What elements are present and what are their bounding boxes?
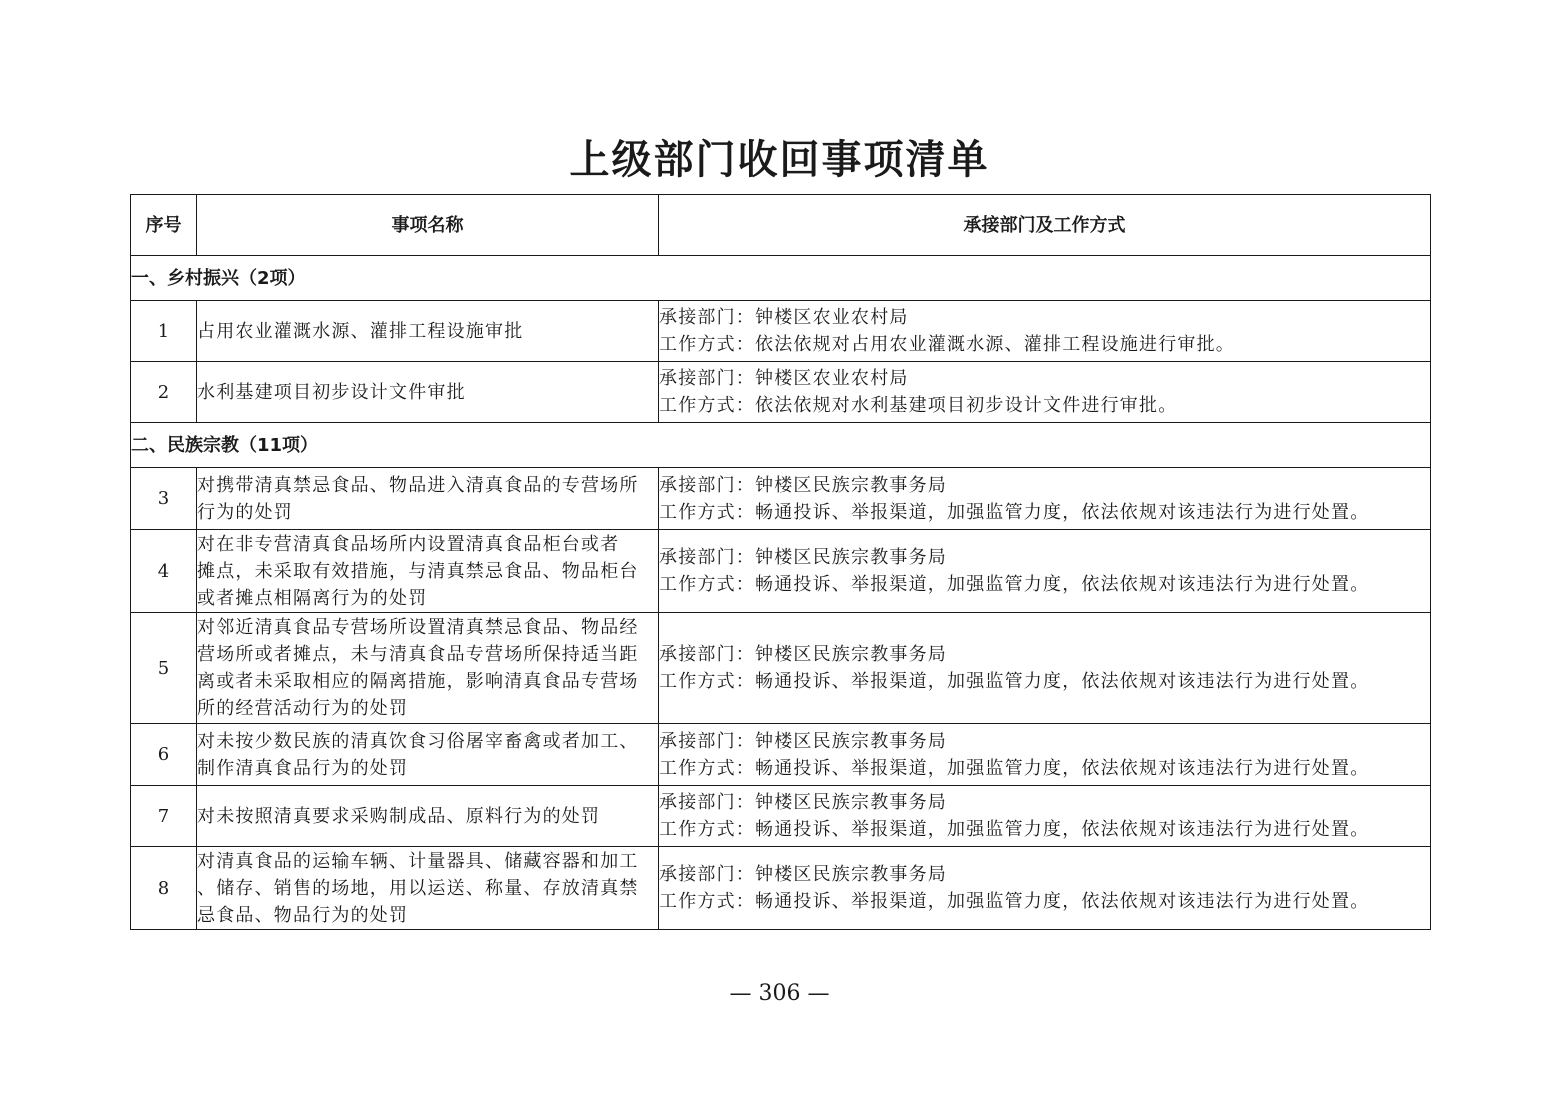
table-row <box>131 786 1431 847</box>
table-row <box>131 613 1431 724</box>
items-table <box>130 194 1431 930</box>
item-name-line: 行为的处罚 <box>197 501 293 523</box>
item-name-line: 制作清真食品行为的处罚 <box>197 757 409 779</box>
item-name-line: 所的经营活动行为的处罚 <box>197 698 409 719</box>
dept-and-method <box>659 613 1431 724</box>
item-name <box>197 847 659 930</box>
work-method: 工作方式：畅通投诉、举报渠道，加强监管力度，依法依规对该违法行为进行处置。 <box>659 891 1370 912</box>
row-number: 4 <box>131 530 197 613</box>
section-row <box>131 256 1431 301</box>
table-header-row <box>131 195 1431 256</box>
receiving-department: 承接部门：钟楼区民族宗教事务局 <box>659 792 947 813</box>
table-row <box>131 530 1431 613</box>
page-number: — 306 — <box>729 981 830 1006</box>
item-name-line: 对携带清真禁忌食品、物品进入清真食品的专营场所 <box>197 474 639 496</box>
section-label: 二、民族宗教（11项） <box>131 423 1431 468</box>
work-method: 工作方式：畅通投诉、举报渠道，加强监管力度，依法依规对该违法行为进行处置。 <box>659 671 1370 692</box>
dept-and-method <box>659 724 1431 786</box>
work-method: 工作方式：畅通投诉、举报渠道，加强监管力度，依法依规对该违法行为进行处置。 <box>659 757 1370 779</box>
item-name-line: 占用农业灌溉水源、灌排工程设施审批 <box>197 320 524 342</box>
row-number: 6 <box>131 724 197 786</box>
item-name <box>197 362 659 423</box>
item-name <box>197 613 659 724</box>
dept-and-method <box>659 301 1431 362</box>
item-name-line: 对在非专营清真食品场所内设置清真食品柜台或者 <box>197 533 620 555</box>
work-method: 工作方式：畅通投诉、举报渠道，加强监管力度，依法依规对该违法行为进行处置。 <box>659 501 1370 523</box>
receiving-department: 承接部门：钟楼区民族宗教事务局 <box>659 474 947 496</box>
item-name-line: 对未按少数民族的清真饮食习俗屠宰畜禽或者加工、 <box>197 730 639 752</box>
item-name-line: 忌食品、物品行为的处罚 <box>197 904 409 926</box>
item-name-line: 离或者未采取相应的隔离措施，影响清真食品专营场 <box>197 671 639 692</box>
dept-and-method <box>659 847 1431 930</box>
table-row <box>131 847 1431 930</box>
row-number: 7 <box>131 786 197 847</box>
work-method: 工作方式：畅通投诉、举报渠道，加强监管力度，依法依规对该违法行为进行处置。 <box>659 574 1370 595</box>
item-name-line: 或者摊点相隔离行为的处罚 <box>197 587 428 609</box>
table-row <box>131 468 1431 530</box>
table-row <box>131 301 1431 362</box>
item-name-line: 水利基建项目初步设计文件审批 <box>197 381 466 403</box>
work-method: 工作方式：依法依规对占用农业灌溉水源、灌排工程设施进行审批。 <box>659 334 1235 355</box>
header-dept: 承接部门及工作方式 <box>659 195 1431 256</box>
item-name-line: 对清真食品的运输车辆、计量器具、储藏容器和加工 <box>197 850 639 872</box>
row-number: 1 <box>131 301 197 362</box>
item-name <box>197 786 659 847</box>
row-number: 2 <box>131 362 197 423</box>
work-method: 工作方式：畅通投诉、举报渠道，加强监管力度，依法依规对该违法行为进行处置。 <box>659 819 1370 840</box>
receiving-department: 承接部门：钟楼区农业农村局 <box>659 307 909 328</box>
receiving-department: 承接部门：钟楼区民族宗教事务局 <box>659 547 947 568</box>
item-name <box>197 301 659 362</box>
receiving-department: 承接部门：钟楼区民族宗教事务局 <box>659 644 947 665</box>
item-name-line: 营场所或者摊点，未与清真食品专营场所保持适当距 <box>197 644 639 665</box>
table-row <box>131 724 1431 786</box>
receiving-department: 承接部门：钟楼区民族宗教事务局 <box>659 730 947 752</box>
row-number: 5 <box>131 613 197 724</box>
item-name-line: 、储存、销售的场地，用以运送、称量、存放清真禁 <box>197 877 639 899</box>
page-title: 上级部门收回事项清单 <box>569 136 990 183</box>
work-method: 工作方式：依法依规对水利基建项目初步设计文件进行审批。 <box>659 395 1178 416</box>
row-number: 3 <box>131 468 197 530</box>
item-name <box>197 724 659 786</box>
dept-and-method <box>659 786 1431 847</box>
item-name-line: 摊点，未采取有效措施，与清真禁忌食品、物品柜台 <box>197 560 639 582</box>
section-label: 一、乡村振兴（2项） <box>131 256 1431 301</box>
receiving-department: 承接部门：钟楼区农业农村局 <box>659 368 909 389</box>
dept-and-method <box>659 362 1431 423</box>
dept-and-method <box>659 468 1431 530</box>
table-row <box>131 362 1431 423</box>
header-name: 事项名称 <box>197 195 659 256</box>
dept-and-method <box>659 530 1431 613</box>
row-number: 8 <box>131 847 197 930</box>
header-num: 序号 <box>131 195 197 256</box>
item-name <box>197 530 659 613</box>
receiving-department: 承接部门：钟楼区民族宗教事务局 <box>659 864 947 885</box>
item-name-line: 对未按照清真要求采购制成品、原料行为的处罚 <box>197 805 601 827</box>
item-name <box>197 468 659 530</box>
section-row <box>131 423 1431 468</box>
item-name-line: 对邻近清真食品专营场所设置清真禁忌食品、物品经 <box>197 617 639 638</box>
